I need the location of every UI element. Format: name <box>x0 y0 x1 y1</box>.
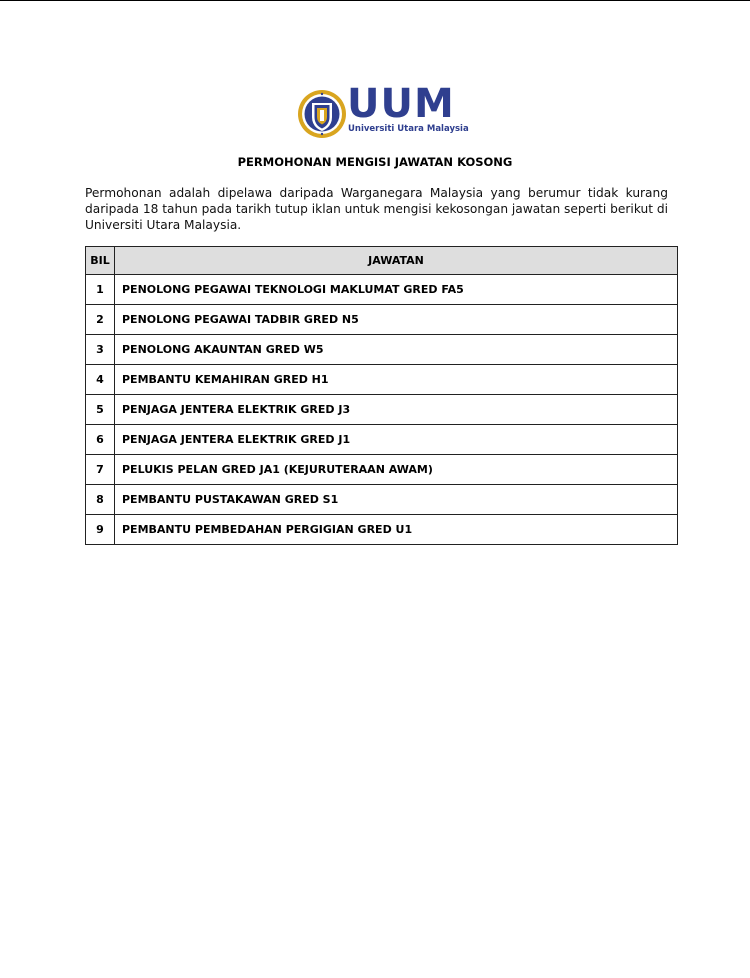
logo-wordmark: UUM <box>347 81 455 127</box>
table-row <box>86 455 678 485</box>
uum-logo <box>297 81 469 142</box>
table-row <box>86 305 678 335</box>
header-jawatan: JAWATAN <box>115 247 678 275</box>
row-number: 4 <box>86 365 115 395</box>
row-position: PENOLONG PEGAWAI TEKNOLOGI MAKLUMAT GRED FA5 <box>115 275 678 305</box>
table-row <box>86 425 678 455</box>
table-row <box>86 275 678 305</box>
table-row <box>86 365 678 395</box>
row-number: 1 <box>86 275 115 305</box>
row-position: PEMBANTU KEMAHIRAN GRED H1 <box>115 365 678 395</box>
logo-subtitle: Universiti Utara Malaysia <box>348 124 469 134</box>
document-title: PERMOHONAN MENGISI JAWATAN KOSONG <box>237 155 513 169</box>
row-number: 3 <box>86 335 115 365</box>
table-row <box>86 515 678 545</box>
row-position: PEMBANTU PEMBEDAHAN PERGIGIAN GRED U1 <box>115 515 678 545</box>
top-border-line <box>0 0 750 1</box>
vacancy-table <box>85 246 678 545</box>
row-number: 9 <box>86 515 115 545</box>
row-number: 8 <box>86 485 115 515</box>
intro-paragraph: Permohonan adalah dipelawa daripada Warganegara Malaysia yang berumur tidak kurang daripada 18 tahun pada tarikh tutup iklan untuk mengisi kekosongan jawatan seperti berikut di Universiti Utara Malaysia. <box>85 186 668 232</box>
table-header-row <box>86 247 678 275</box>
table-row <box>86 335 678 365</box>
header-bil: BIL <box>86 247 115 275</box>
row-position: PENOLONG PEGAWAI TADBIR GRED N5 <box>115 305 678 335</box>
row-number: 2 <box>86 305 115 335</box>
row-position: PENOLONG AKAUNTAN GRED W5 <box>115 335 678 365</box>
uum-seal-icon <box>297 86 347 142</box>
row-position: PELUKIS PELAN GRED JA1 (KEJURUTERAAN AWAM) <box>115 455 678 485</box>
row-position: PENJAGA JENTERA ELEKTRIK GRED J1 <box>115 425 678 455</box>
table-row <box>86 395 678 425</box>
row-number: 6 <box>86 425 115 455</box>
row-position: PEMBANTU PUSTAKAWAN GRED S1 <box>115 485 678 515</box>
row-number: 7 <box>86 455 115 485</box>
table-row <box>86 485 678 515</box>
row-number: 5 <box>86 395 115 425</box>
row-position: PENJAGA JENTERA ELEKTRIK GRED J3 <box>115 395 678 425</box>
